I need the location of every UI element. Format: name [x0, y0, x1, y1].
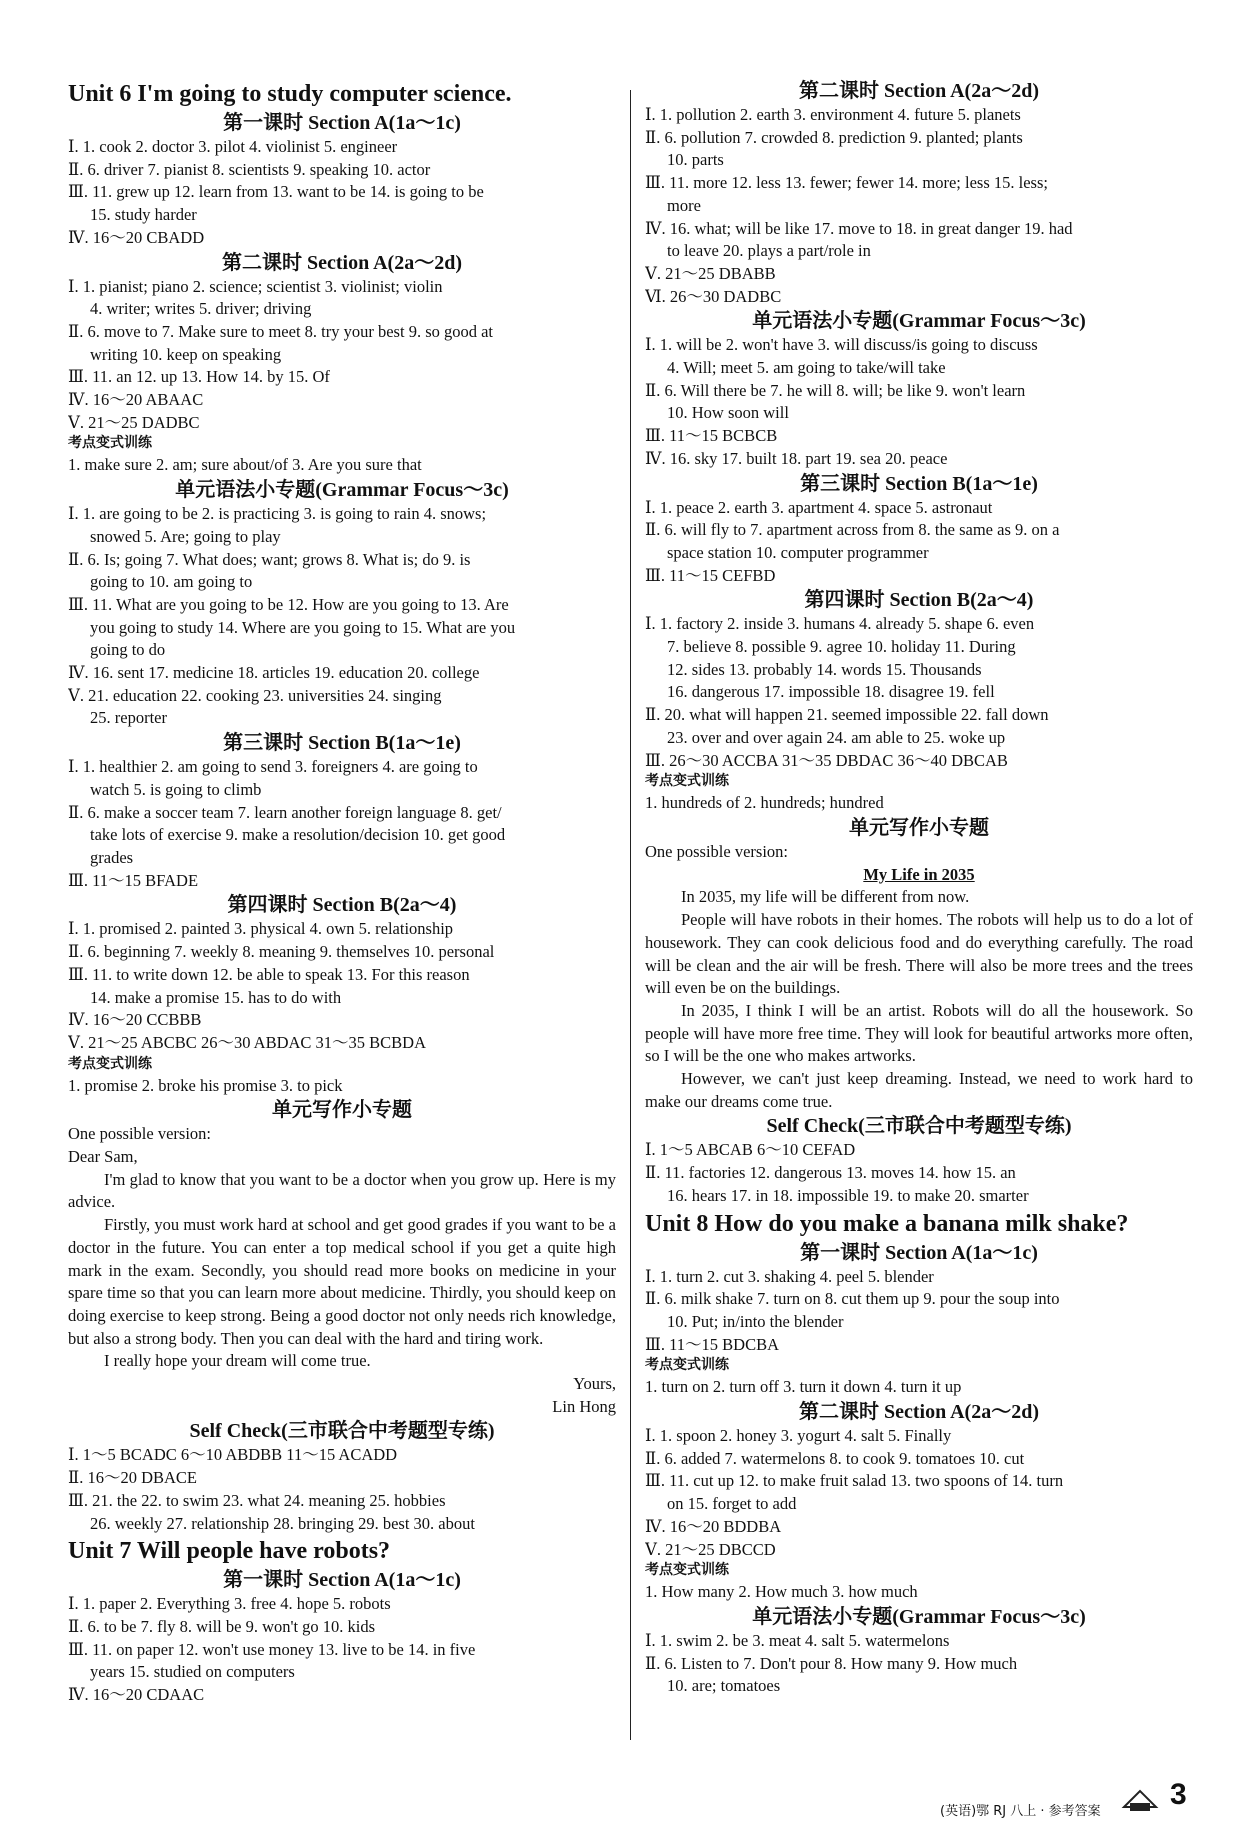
answer-line: Dear Sam, [68, 1147, 138, 1167]
subheading: 考点变式训练 [645, 1563, 729, 1579]
answer-line: Ⅲ. 11. grew up 12. learn from 13. want to be 14. is going to be [68, 182, 484, 202]
answer-line: Ⅰ. 1. turn 2. cut 3. shaking 4. peel 5. blender [645, 1266, 934, 1286]
section-heading: 单元语法小专题(Grammar Focus～3c) [175, 479, 509, 502]
answer-line: 1. hundreds of 2. hundreds; hundred [645, 793, 884, 813]
answer-line: Ⅰ. 1. cook 2. doctor 3. pilot 4. violinist 5. engineer [68, 137, 398, 156]
answer-line-cont: going to do [90, 640, 166, 660]
section-heading: 单元写作小专题 [849, 816, 989, 839]
answer-line: Ⅱ. 6. Listen to 7. Don't pour 8. How many 9. How much [645, 1653, 1018, 1673]
answer-line: Ⅲ. 11～15 BCBCB [645, 426, 778, 446]
answer-line-cont: going to 10. am going to [90, 572, 253, 592]
answer-line: Ⅳ. 16～20 BDDBA [645, 1516, 782, 1536]
section-heading: 单元写作小专题 [272, 1099, 412, 1122]
essay-paragraph: People will have robots in their homes. The robots will help us to do a lot of housework. They can cook delicious food and do everything carefully. The road will be clean and the air will be fresh. There will also be more trees and the trees will even be on the buildings. [645, 910, 1193, 998]
answer-line-cont: 16. dangerous 17. impossible 18. disagree 19. fell [667, 682, 995, 702]
answer-line: Ⅳ. 16～20 CDAAC [68, 1685, 205, 1705]
section-heading: 第一课时 Section A(1a～1c) [800, 1241, 1038, 1264]
left-column [68, 78, 616, 1707]
section-heading: 第二课时 Section A(2a～2d) [799, 80, 1039, 102]
answer-line: Ⅰ. 1. peace 2. earth 3. apartment 4. space 5. astronaut [645, 497, 993, 517]
answer-line: Ⅱ. 16～20 DBACE [68, 1468, 198, 1488]
answer-line: Ⅱ. 6. move to 7. Make sure to meet 8. try your best 9. so good at [68, 321, 494, 341]
answer-line: Ⅱ. 11. factories 12. dangerous 13. moves 14. how 15. an [645, 1163, 1016, 1183]
publisher-logo-icon [1120, 1785, 1160, 1815]
answer-line: Ⅲ. 11. to write down 12. be able to speak 13. For this reason [68, 964, 470, 984]
answer-line: Ⅵ. 26～30 DADBC [645, 286, 782, 306]
answer-line-cont: grades [90, 847, 134, 867]
essay-title: My Life in 2035 [863, 864, 975, 884]
answer-line-cont: 4. writer; writes 5. driver; driving [90, 299, 312, 319]
answer-line: Ⅳ. 16. sky 17. built 18. part 19. sea 20. peace [645, 448, 948, 468]
answer-line: 1. make sure 2. am; sure about/of 3. Are you sure that [68, 455, 422, 475]
answer-line: Ⅰ. 1. are going to be 2. is practicing 3. is going to rain 4. snows; [68, 504, 487, 524]
answer-line: Ⅰ. 1. pianist; piano 2. science; scientist 3. violinist; violin [68, 276, 443, 296]
unit-heading: Unit 8 How do you make a banana milk shake? [645, 1210, 1129, 1237]
answer-line-cont: 4. Will; meet 5. am going to take/will take [667, 358, 946, 378]
answer-line: Ⅰ. 1. healthier 2. am going to send 3. foreigners 4. are going to [68, 757, 478, 777]
signature-line: Lin Hong [552, 1396, 616, 1416]
answer-line: 1. How many 2. How much 3. how much [645, 1582, 918, 1602]
answer-line: Ⅱ. 6. make a soccer team 7. learn another foreign language 8. get/ [68, 802, 502, 822]
answer-line: Ⅳ. 16. what; will be like 17. move to 18. in great danger 19. had [645, 218, 1073, 238]
answer-line: Ⅱ. 6. Will there be 7. he will 8. will; be like 9. won't learn [645, 380, 1026, 400]
answer-line: One possible version: [68, 1124, 211, 1144]
answer-line: Ⅲ. 21. the 22. to swim 23. what 24. meaning 25. hobbies [68, 1490, 446, 1510]
answer-line-cont: take lots of exercise 9. make a resolution/decision 10. get good [90, 825, 506, 845]
unit-heading: Unit 7 Will people have robots? [68, 1538, 391, 1565]
subheading: 考点变式训练 [68, 1056, 152, 1072]
answer-line: Ⅱ. 6. pollution 7. crowded 8. prediction 9. planted; plants [645, 127, 1023, 147]
answer-line-cont: to leave 20. plays a part/role in [667, 241, 871, 261]
answer-line: Ⅱ. 6. driver 7. pianist 8. scientists 9. speaking 10. actor [68, 159, 431, 179]
answer-line: Ⅴ. 21～25 DADBC [68, 412, 200, 432]
section-heading: Self Check(三市联合中考题型专练) [189, 1420, 495, 1443]
answer-line-cont: writing 10. keep on speaking [90, 344, 282, 364]
answer-line: One possible version: [645, 841, 788, 861]
answer-line-cont: 26. weekly 27. relationship 28. bringing 29. best 30. about [90, 1513, 475, 1533]
section-heading: 第二课时 Section A(2a～2d) [222, 251, 462, 274]
footer-text: (英语)鄂 RJ 八上 · 参考答案 [940, 1804, 1101, 1819]
right-column [645, 78, 1193, 1698]
answer-line: Ⅰ. 1. paper 2. Everything 3. free 4. hope 5. robots [68, 1594, 391, 1614]
answer-line-cont: 10. parts [667, 150, 724, 170]
column-divider [630, 90, 631, 1740]
answer-line: Ⅱ. 6. will fly to 7. apartment across from 8. the same as 9. on a [645, 520, 1060, 540]
answer-line: Ⅱ. 6. milk shake 7. turn on 8. cut them up 9. pour the soup into [645, 1289, 1060, 1309]
answer-line: Ⅳ. 16～20 ABAAC [68, 390, 204, 410]
answer-line: Ⅳ. 16～20 CCBBB [68, 1010, 202, 1030]
answer-line-cont: snowed 5. Are; going to play [90, 526, 281, 546]
answer-line: Ⅴ. 21～25 DBABB [645, 263, 776, 283]
essay-paragraph: However, we can't just keep dreaming. Instead, we need to work hard to make our dreams come true. [645, 1069, 1193, 1111]
answer-line: Ⅲ. 11～15 BFADE [68, 870, 199, 890]
subheading: 考点变式训练 [68, 436, 152, 452]
answer-line: Ⅳ. 16. sent 17. medicine 18. articles 19. education 20. college [68, 663, 480, 683]
answer-line: Ⅲ. 11. cut up 12. to make fruit salad 13. two spoons of 14. turn [645, 1471, 1064, 1491]
answer-line-cont: 25. reporter [90, 708, 167, 728]
section-heading: 第四课时 Section B(2a～4) [804, 589, 1034, 612]
answer-line: Ⅰ. 1. will be 2. won't have 3. will discuss/is going to discuss [645, 335, 1038, 355]
answer-line: Ⅱ. 20. what will happen 21. seemed impossible 22. fall down [645, 705, 1049, 725]
answer-line-cont: you going to study 14. Where are you going to 15. What are you [90, 617, 516, 637]
answer-line-cont: 12. sides 13. probably 14. words 15. Thousands [667, 659, 982, 679]
subheading: 考点变式训练 [645, 1358, 729, 1374]
section-heading: 第二课时 Section A(2a～2d) [799, 1401, 1039, 1424]
answer-line: 1. promise 2. broke his promise 3. to pick [68, 1075, 343, 1095]
essay-paragraph: In 2035, my life will be different from now. [681, 887, 970, 907]
answer-line: Ⅲ. 26～30 ACCBA 31～35 DBDAC 36～40 DBCAB [645, 750, 1008, 770]
answer-line: Ⅲ. 11. an 12. up 13. How 14. by 15. Of [68, 367, 330, 387]
answer-line-cont: watch 5. is going to climb [90, 779, 262, 799]
answer-line: Ⅴ. 21. education 22. cooking 23. universities 24. singing [68, 685, 442, 705]
essay-paragraph: Firstly, you must work hard at school and get good grades if you want to be a doctor in the future. You can enter a top medical school if you get a quite high mark in the exam. Secondly, you should read more books on medicine in your spare time so that you can learn more about medicine. Thirdly, you should keep on doing exercise to keep strong. Being a good doctor not only needs rich knowledge, but also a strong body. Then you can deal with the hard and tiring work. [68, 1215, 616, 1348]
answer-line: Ⅲ. 11. more 12. less 13. fewer; fewer 14. more; less 15. less; [645, 173, 1048, 193]
essay-paragraph: In 2035, I think I will be an artist. Robots will do all the housework. So people will have more free time. They will look for beautiful artworks more often, so I will be the one who makes artworks. [645, 1000, 1193, 1066]
answer-line: Ⅱ. 6. to be 7. fly 8. will be 9. won't go 10. kids [68, 1616, 376, 1636]
answer-line: Ⅴ. 21～25 DBCCD [645, 1539, 776, 1559]
answer-line: Ⅱ. 6. added 7. watermelons 8. to cook 9. tomatoes 10. cut [645, 1448, 1025, 1468]
answer-line: Ⅱ. 6. beginning 7. weekly 8. meaning 9. themselves 10. personal [68, 942, 495, 962]
answer-line-cont: 10. How soon will [667, 403, 789, 423]
answer-line-cont: years 15. studied on computers [90, 1662, 295, 1682]
essay-paragraph: I really hope your dream will come true. [104, 1351, 371, 1371]
section-heading: Self Check(三市联合中考题型专练) [766, 1115, 1072, 1138]
answer-line: Ⅰ. 1. factory 2. inside 3. humans 4. already 5. shape 6. even [645, 614, 1035, 634]
section-heading: 第四课时 Section B(2a～4) [227, 894, 457, 917]
answer-line: Ⅰ. 1. promised 2. painted 3. physical 4. own 5. relationship [68, 919, 454, 939]
section-heading: 第三课时 Section B(1a～1e) [800, 472, 1038, 495]
answer-line-cont: on 15. forget to add [667, 1494, 797, 1514]
answer-line: Ⅰ. 1. swim 2. be 3. meat 4. salt 5. watermelons [645, 1630, 950, 1650]
answer-line: Ⅲ. 11～15 BDCBA [645, 1334, 780, 1354]
section-heading: 第一课时 Section A(1a～1c) [223, 112, 461, 134]
answer-line-cont: 15. study harder [90, 205, 197, 225]
answer-line: Ⅴ. 21～25 ABCBC 26～30 ABDAC 31～35 BCBDA [68, 1032, 427, 1052]
answer-line: Ⅲ. 11. on paper 12. won't use money 13. live to be 14. in five [68, 1639, 476, 1659]
answer-line-cont: 10. are; tomatoes [667, 1676, 781, 1696]
answer-line-cont: 10. Put; in/into the blender [667, 1311, 844, 1331]
section-heading: 第一课时 Section A(1a～1c) [223, 1569, 461, 1592]
answer-line: Ⅰ. 1～5 ABCAB 6～10 CEFAD [645, 1140, 856, 1160]
answer-line: Ⅰ. 1. pollution 2. earth 3. environment 4. future 5. planets [645, 105, 1021, 124]
signature-line: Yours, [573, 1374, 616, 1394]
answer-line-cont: 16. hears 17. in 18. impossible 19. to make 20. smarter [667, 1185, 1029, 1205]
essay-paragraph: I'm glad to know that you want to be a doctor when you grow up. Here is my advice. [68, 1169, 616, 1212]
answer-line: Ⅱ. 6. Is; going 7. What does; want; grows 8. What is; do 9. is [68, 549, 471, 569]
answer-line-cont: 14. make a promise 15. has to do with [90, 987, 342, 1007]
answer-line-cont: space station 10. computer programmer [667, 542, 929, 562]
answer-line: Ⅰ. 1. spoon 2. honey 3. yogurt 4. salt 5. Finally [645, 1426, 952, 1446]
answer-line-cont: more [667, 195, 701, 215]
section-heading: 单元语法小专题(Grammar Focus～3c) [752, 1605, 1086, 1628]
subheading: 考点变式训练 [645, 774, 729, 790]
answer-line: Ⅰ. 1～5 BCADC 6～10 ABDBB 11～15 ACADD [68, 1445, 398, 1465]
answer-line: Ⅳ. 16～20 CBADD [68, 227, 205, 247]
answer-line-cont: 23. over and over again 24. am able to 25. woke up [667, 727, 1006, 747]
section-heading: 单元语法小专题(Grammar Focus～3c) [752, 310, 1086, 333]
answer-line-cont: 7. believe 8. possible 9. agree 10. holiday 11. During [667, 637, 1016, 657]
section-heading: 第三课时 Section B(1a～1e) [223, 732, 461, 755]
page-number: 3 [1170, 1778, 1187, 1811]
answer-line: 1. turn on 2. turn off 3. turn it down 4. turn it up [645, 1377, 962, 1397]
unit-heading: Unit 6 I'm going to study computer science. [68, 81, 512, 107]
answer-line: Ⅲ. 11. What are you going to be 12. How are you going to 13. Are [68, 594, 509, 614]
answer-line: Ⅲ. 11～15 CEFBD [645, 565, 776, 585]
